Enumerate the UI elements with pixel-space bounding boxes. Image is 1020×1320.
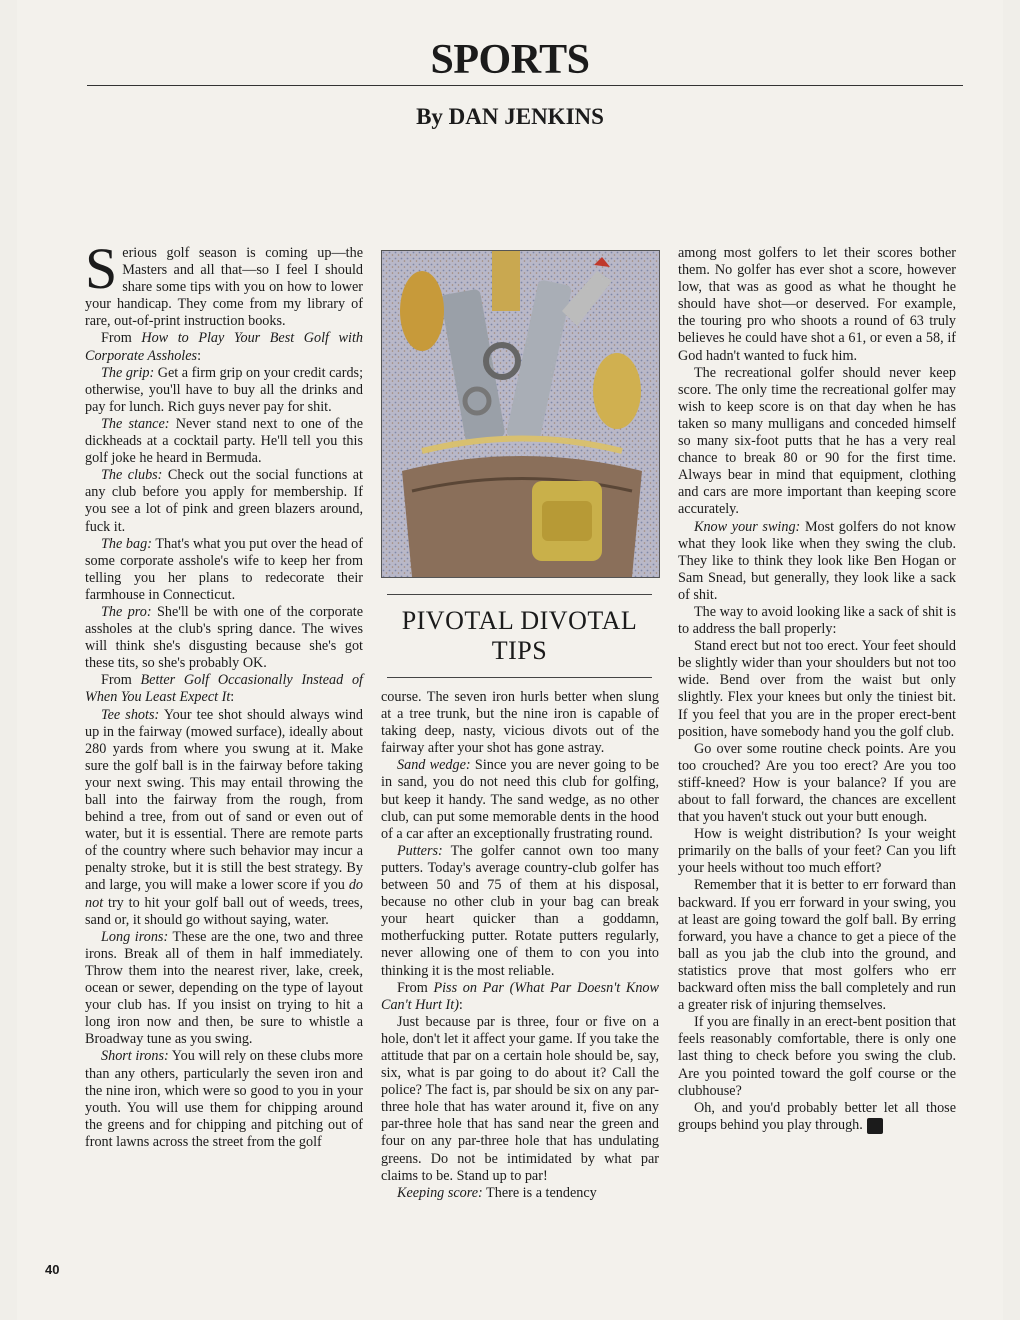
tip-label: The stance: (101, 415, 170, 432)
paragraph-text: Never stand next to one of the dickheads at a cocktail party. He'll tell you this golf joke he heard in Bermuda. (85, 415, 363, 467)
paragraph (85, 330, 363, 364)
sidebar-title-line: PIVOTAL DIVOTAL (401, 606, 638, 635)
paragraph: How is weight distribution? Is your weight primarily on the balls of your feet? Can you lift your heels without too much effort? (678, 826, 956, 877)
paragraph-text: : (458, 996, 463, 1013)
paragraph-text: You will rely on these clubs more than any others, particularly the seven iron and the nine iron, which were so good to you in your youth. You will use them for chipping around the greens and for chipping and pitching out of front lawns across the street from the golf (85, 1048, 363, 1150)
paragraph (381, 1185, 659, 1202)
paragraph-text: Your tee shot should always wind up in the fairway (mowed surface), ideally about 280 yards from where you swung at it. Make sure the golf ball is in the fairway before taking your next swing. This may entail throwing the ball into the fairway from the rough, from behind a tree, from out of sand or even out of water, but it is essential. There are remote parts of the country where such behavior may incur a penalty stroke, but it is still the best strategy. By and large, you will make a lower score if you (85, 706, 364, 894)
paragraph-text: From (397, 979, 434, 996)
paragraph (85, 1048, 363, 1151)
paragraph: If you are finally in an erect-bent position that feels reasonably comfortable, there is only one last thing to check before you swing the club. Are you pointed toward the golf course or the clubhouse? (678, 1014, 956, 1099)
paragraph (85, 929, 363, 1049)
drop-cap: S (85, 236, 118, 301)
tip-label: The bag: (101, 535, 152, 552)
paragraph (85, 536, 363, 604)
paragraph (381, 980, 659, 1014)
paragraph-text: erious golf season is coming up—the Masters and all that—so I feel I should share some tips with you on how to lower your handicap. They come from my library of rare, out-of-print instruction books. (85, 245, 363, 330)
paragraph-text: Most golfers do not know what they look like when they swing the club. They like to think they look like Ben Hogan or Sam Snead, but generally, they look like a sack of shit. (678, 518, 956, 603)
paragraph-text: Check out the social functions at any club before you apply for membership. If you see a lot of pink and green blazers around, fuck it. (85, 467, 363, 535)
tip-label: Know your swing: (694, 518, 801, 535)
paragraph (85, 672, 363, 706)
golf-bag-illustration (381, 250, 660, 578)
sidebar-title-line: TIPS (491, 636, 548, 665)
paragraph-text: The golfer cannot own too many putters. Today's average country-club golfer has between 50 and 75 of them at his disposal, because no other club in your bag can break your heart quicker than a goddamn, motherfucking putter. Rotate putters regularly, never allowing one of them to con you into thinking it is the most reliable. (381, 842, 659, 979)
book-title: Piss on Par (What Par Doesn't Know Can't Hurt It) (381, 979, 659, 1013)
emphasis: do not (85, 877, 363, 911)
paragraph-text: : (197, 347, 202, 364)
paragraph-text: These are the one, two and three irons. Break all of them in half immediately. Throw them into the nearest river, lake, creek, ocean or sewer, depending on the type of layout your club has. If you insist on trying to hit a long iron now and then, be sure to whistle a Broadway tune as you swing. (85, 928, 363, 1048)
paragraph (85, 416, 363, 467)
paragraph: The way to avoid looking like a sack of shit is to address the ball properly: (678, 603, 956, 638)
paragraph (85, 365, 363, 416)
tip-label: The clubs: (101, 467, 163, 484)
paragraph (381, 843, 659, 980)
tip-label: Sand wedge: (397, 757, 471, 774)
paragraph-text: That's what you put over the head of some corporate asshole's wife to keep her from telling you her plans to redecorate their farmhouse in Connecticut. (85, 535, 363, 603)
sidebar-title-bottom-rule (387, 677, 652, 678)
paragraph-text: From (101, 672, 141, 689)
paragraph: Stand erect but not too erect. Your feet should be slightly wider than your shoulders but not too wide. Bend over from the waist but only slightly. Flex your knees but only the tiniest bit. If you feel that you are in the proper erect-bent position, have somebody hand you the golf club. (678, 638, 956, 740)
paragraph-text: From (101, 330, 142, 347)
section-title: SPORTS (430, 37, 590, 83)
paragraph-text: There is a tendency (482, 1184, 597, 1201)
sidebar-title-top-rule (387, 594, 652, 595)
paragraph (85, 467, 363, 535)
tip-label: Keeping score: (397, 1184, 483, 1201)
paragraph: course. The seven iron hurls better when slung at a tree trunk, but the nine iron is capable of taking deep, nasty, vicious divots out of the fairway after your shot has gone astray. (381, 689, 659, 757)
paragraph (678, 519, 956, 604)
bunny-end-mark-icon: ✦ (867, 1118, 883, 1134)
paragraph (85, 236, 363, 330)
paragraph (85, 604, 363, 672)
paragraph (85, 707, 363, 929)
paragraph-text: Oh, and you'd probably better let all those groups behind you play through. (678, 1099, 956, 1133)
paragraph-text: Since you are never going to be in sand, you do not need this club for golfing, but keep it handy. The sand wedge, as no other club, can put some memorable dents in the hood of a car after an exceptionally frustrating round. (381, 757, 659, 842)
article-column-1 (85, 236, 364, 1151)
paragraph (381, 757, 659, 842)
tip-label: Putters: (397, 842, 443, 859)
tip-label: Tee shots: (101, 706, 160, 723)
tip-label: The grip: (101, 364, 155, 381)
page-number: 40 (45, 1262, 60, 1277)
paragraph-text: Get a firm grip on your credit cards; otherwise, you'll have to buy all the drinks and pay for lunch. Rich guys never pay for shit. (85, 364, 364, 415)
byline: By DAN JENKINS (416, 104, 604, 129)
paragraph (678, 1100, 956, 1134)
title-divider (87, 85, 963, 86)
paragraph: among most golfers to let their scores bother them. No golfer has ever shot a score, however low, that was as good as what he thought he should have shot—or deserved. For example, the touring pro who shoots a round of 63 truly believes he could have shot a 61, or even a 58, if God hadn't wanted to fuck him. (678, 245, 956, 364)
paragraph: Just because par is three, four or five on a hole, don't let it affect your game. If you take the attitude that par on a certain hole should be, say, six, what is par going to do about it? Call the police? The fact is, par should be six on any par-three hole that has water around it, five on any par-three hole that has sand near the green and four on any par-three hole that has undulating greens. Do not be intimidated by what par claims to be. Stand up to par! (381, 1013, 659, 1184)
paragraph: Remember that it is better to err forward than backward. If you err forward in your swing, you at least are going toward the golf ball. By erring forward, you have a chance to get a piece of the ball as you jab the club into the ground, and statistics prove that most golfers who err backward often miss the ball completely and run a greater risk of injuring themselves. (678, 877, 956, 1014)
book-title: Better Golf Occasionally Instead of When You Least Expect It (85, 672, 363, 706)
paragraph-text: She'll be with one of the corporate assholes at the club's spring dance. The wives will think she's disgusting because she's got these tits, so she's probably OK. (85, 603, 363, 672)
article-column-2 (381, 689, 659, 1202)
golf-bag-illustration-icon (382, 251, 659, 577)
paragraph: Go over some routine check points. Are you too crouched? Are you too erect? Are you too stiff-kneed? How is your balance? If you are about to fall forward, the chances are excellent that you haven't stuck out your butt enough. (678, 740, 956, 826)
article-column-3 (678, 245, 956, 1134)
magazine-page (17, 0, 1003, 1320)
sidebar-title (381, 606, 658, 666)
paragraph: The recreational golfer should never keep score. The only time the recreational golfer may wish to keep score is on that day when he has taken so many mulligans and conceded himself so many six-foot putts that he has a very real chance to break 80 or 90 for the first time. Always bear in mind that equipment, clothing and cars are more important than keeping score accurately. (678, 364, 956, 518)
tip-label: Long irons: (101, 928, 169, 945)
paragraph-text: : (230, 689, 235, 706)
tip-label: Short irons: (101, 1048, 169, 1065)
paragraph-text: try to hit your golf ball out of weeds, trees, sand or, it should go without saying, water. (85, 894, 363, 928)
tip-label: The pro: (101, 603, 152, 620)
book-title: How to Play Your Best Golf with Corporate Assholes (85, 330, 363, 364)
